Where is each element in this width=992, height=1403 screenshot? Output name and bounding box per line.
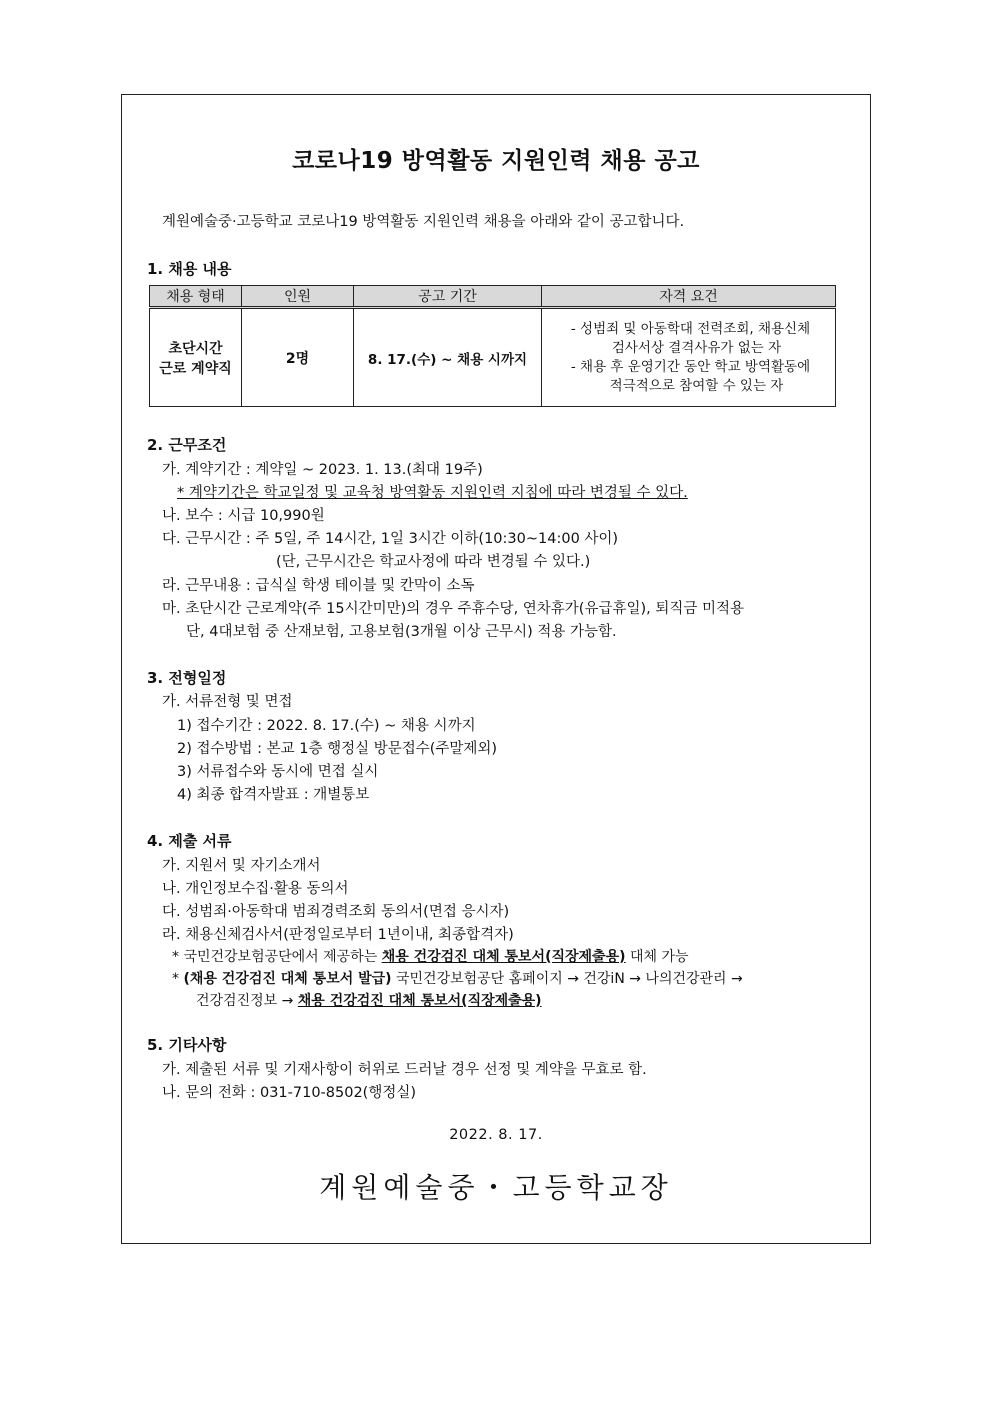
s4-note2-post: 국민건강보험공단 홈페이지 → 건강iN → 나의건강관리 → <box>391 971 743 987</box>
s3-item-3: 3) 서류접수와 동시에 면접 실시 <box>177 764 379 780</box>
s5-ga: 가. 제출된 서류 및 기재사항이 허위로 드러날 경우 선정 및 계약을 무효로 함. <box>162 1062 647 1078</box>
cell-count: 2명 <box>242 308 354 407</box>
header-count: 인원 <box>242 286 354 308</box>
s4-item-2: 나. 개인정보수집·활용 동의서 <box>162 881 349 897</box>
s4-note2 <box>172 968 743 988</box>
document-date: 2022. 8. 17. <box>449 1127 543 1143</box>
qual2-line1: - 채용 후 운영기간 동안 학교 방역활동에 <box>570 358 811 375</box>
qual2-line2: 적극적으로 참여할 수 있는 자 <box>609 377 784 394</box>
s4-note1-post: 대체 가능 <box>625 949 689 965</box>
s2-ga-note: * 계약기간은 학교일정 및 교육청 방역활동 지원인력 지침에 따라 변경될 수 있다. <box>177 485 688 501</box>
section5-heading: 5. 기타사항 <box>147 1036 227 1054</box>
s4-item-3: 다. 성범죄·아동학대 범죄경력조회 동의서(면접 응시자) <box>162 904 510 920</box>
intro-text: 계원예술중·고등학교 코로나19 방역활동 지원인력 채용을 아래와 같이 공고합니다. <box>162 214 685 230</box>
s4-note2-line2-bold: 채용 건강검진 대체 통보서(직장제출용) <box>297 993 542 1009</box>
s2-ma-line1: 마. 초단시간 근로계약(주 15시간미만)의 경우 주휴수당, 연차휴가(유급휴일), 퇴직금 미적용 <box>162 601 745 617</box>
s4-item-4: 라. 채용신체검사서(판정일로부터 1년이내, 최종합격자) <box>162 927 514 943</box>
s3-item-4: 4) 최종 합격자발표 : 개별통보 <box>177 787 370 803</box>
s4-note1-bold: 채용 건강검진 대체 통보서(직장제출용) <box>381 949 626 965</box>
s4-item-1: 가. 지원서 및 자기소개서 <box>162 858 321 874</box>
cell-type-line1: 초단시간 <box>168 340 223 357</box>
signature: 계원예술중・고등학교장 <box>319 1171 673 1204</box>
s4-note1 <box>172 946 689 966</box>
s3-item-2: 2) 접수방법 : 본교 1층 행정실 방문접수(주말제외) <box>177 741 498 757</box>
s2-na: 나. 보수 : 시급 10,990원 <box>162 508 325 524</box>
s3-ga: 가. 서류전형 및 면접 <box>162 694 293 710</box>
section4-heading: 4. 제출 서류 <box>147 832 232 850</box>
s2-ma-line2: 단, 4대보험 중 산재보험, 고용보험(3개월 이상 근무시) 적용 가능함. <box>186 624 617 640</box>
header-type: 채용 형태 <box>150 286 242 308</box>
s4-note2-star: * <box>172 971 184 987</box>
section2-heading: 2. 근무조건 <box>147 436 227 454</box>
s4-note2-line2 <box>196 990 542 1010</box>
s2-ga: 가. 계약기간 : 계약일 ~ 2023. 1. 13.(최대 19주) <box>162 462 483 478</box>
s3-item-1: 1) 접수기간 : 2022. 8. 17.(수) ~ 채용 시까지 <box>177 718 476 734</box>
cell-type <box>150 308 242 407</box>
s2-ra: 라. 근무내용 : 급식실 학생 테이블 및 칸막이 소독 <box>162 578 475 594</box>
header-qualification: 자격 요건 <box>542 286 836 308</box>
table-row <box>150 308 836 407</box>
s2-da: 다. 근무시간 : 주 5일, 주 14시간, 1일 3시간 이하(10:30~14:00 사이) <box>162 531 619 547</box>
s2-da-note: (단, 근무시간은 학교사정에 따라 변경될 수 있다.) <box>276 554 591 570</box>
recruitment-table <box>149 285 836 407</box>
cell-type-line2: 근로 계약직 <box>159 360 232 377</box>
cell-period: 8. 17.(수) ~ 채용 시까지 <box>354 308 542 407</box>
s5-na: 나. 문의 전화 : 031-710-8502(행정실) <box>162 1085 417 1101</box>
s4-note2-bold: (채용 건강검진 대체 통보서 발급) <box>183 971 392 987</box>
s4-note2-line2-pre: 건강검진정보 → <box>196 993 298 1009</box>
section1-heading: 1. 채용 내용 <box>147 260 232 278</box>
header-period: 공고 기간 <box>354 286 542 308</box>
table-header-row <box>150 286 836 308</box>
qual1-line2: 검사서상 결격사유가 없는 자 <box>611 339 782 356</box>
cell-qualification <box>542 308 836 407</box>
page-title: 코로나19 방역활동 지원인력 채용 공고 <box>292 148 700 174</box>
section3-heading: 3. 전형일정 <box>147 669 227 687</box>
qual1-line1: - 성범죄 및 아동학대 전력조회, 채용신체 <box>570 320 811 337</box>
s4-note1-pre: * 국민건강보험공단에서 제공하는 <box>172 949 382 965</box>
